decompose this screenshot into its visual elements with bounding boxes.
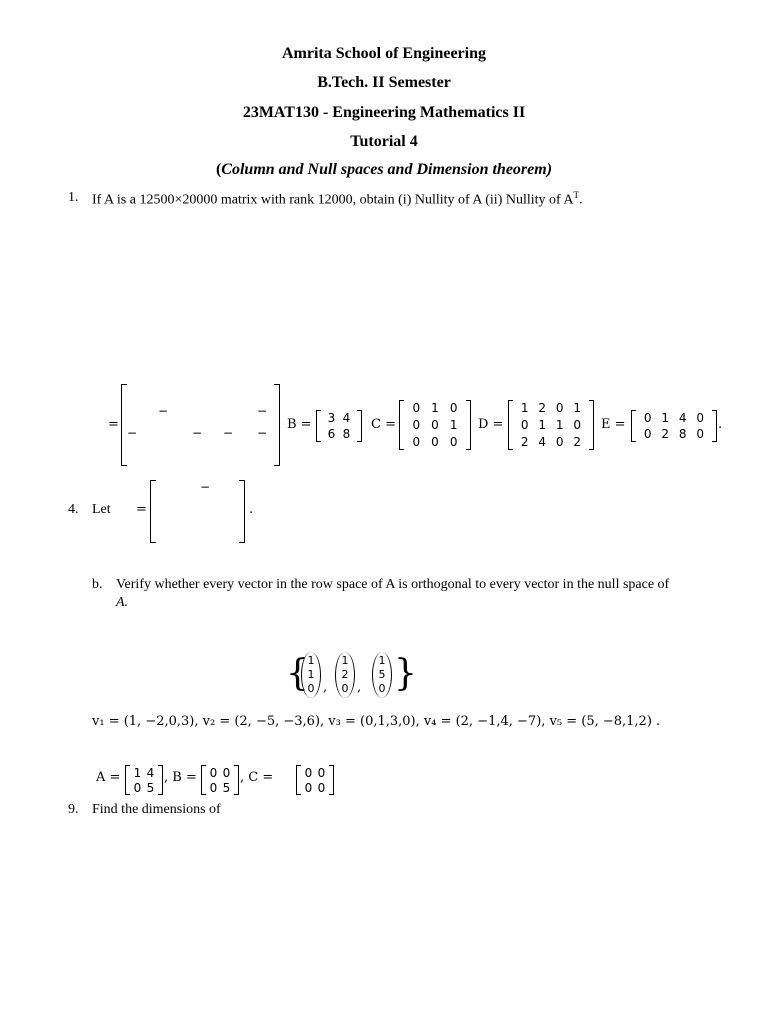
q3-dash: − — [158, 404, 169, 418]
q4-eq-sign: = — [136, 502, 147, 517]
c-label: , C = — [240, 770, 274, 785]
matrix-e: 0 1 4 0 0 2 8 0 — [631, 410, 717, 442]
q1-text: If A is a 12500×20000 matrix with rank 12000, obtain (i) Nullity of A (ii) Nullity of $A^T$. — [92, 190, 583, 208]
q9-number: 9. — [68, 802, 79, 817]
q9-text: Find the dimensions of — [92, 802, 221, 817]
q4-period: . — [249, 502, 254, 517]
set-vector: 1 2 0 — [335, 652, 355, 698]
school-title: Amrita School of Engineering — [282, 45, 486, 62]
q3-left-bracket — [121, 384, 127, 466]
q4-right-bracket — [239, 480, 245, 543]
q3-c-label: C = — [371, 417, 396, 432]
set-vector: 1 1 0 — [301, 652, 321, 698]
q3-dash: − — [223, 426, 234, 440]
vectors-line: v₁ = (1, −2,0,3), v₂ = (2, −5, −3,6), v₃ = (0,1,3,0), v₄ = (2, −1,4, −7), v₅ = (5, −8,1,2) . — [92, 714, 661, 729]
matrix-c2: 0 0 0 0 — [296, 765, 334, 795]
q3-d-label: D = — [478, 417, 504, 432]
q1-number: 1. — [68, 190, 79, 205]
matrix-b2: 0 0 0 5 — [201, 765, 239, 795]
matrix-c: 0 1 0 0 0 1 0 0 0 — [399, 400, 471, 450]
tutorial-title: Tutorial 4 — [350, 133, 418, 150]
q3-eq-sign: = — [108, 417, 119, 432]
set-comma: , — [357, 680, 362, 695]
course-title: 23MAT130 - Engineering Mathematics II — [242, 104, 526, 121]
semester-title: B.Tech. II Semester — [317, 74, 451, 91]
b-label: , B = — [164, 770, 197, 785]
q3-dash: − — [257, 426, 268, 440]
set-open-brace: { — [286, 653, 309, 694]
set-close-brace: } — [394, 653, 417, 694]
matrix-a: 1 4 0 5 — [125, 765, 163, 795]
a-label: A = — [96, 770, 121, 785]
matrix-b: 3 4 6 8 — [316, 410, 362, 442]
q3-b-label: B = — [287, 417, 312, 432]
q3-period: . — [718, 417, 723, 432]
q4b-line2: A. — [116, 595, 129, 610]
q4-left-bracket — [150, 480, 156, 543]
q4-dash: − — [200, 480, 211, 494]
q3-dash: − — [127, 426, 138, 440]
q3-dash: − — [192, 426, 203, 440]
q4b-label: b. — [92, 577, 103, 592]
set-comma: , — [323, 680, 328, 695]
q3-dash: − — [257, 404, 268, 418]
q4-text: Let — [92, 502, 111, 517]
q4b-line1: Verify whether every vector in the row space of A is orthogonal to every vector in the null space of — [116, 577, 670, 592]
set-vector: 1 5 0 — [372, 652, 392, 698]
q3-right-bracket — [274, 384, 280, 466]
topic-title: (Column and Null spaces and Dimension theorem) — [215, 161, 553, 178]
q3-e-label: E = — [601, 417, 626, 432]
q4-number: 4. — [68, 502, 79, 517]
matrix-d: 1 2 0 1 0 1 1 0 2 4 0 2 — [508, 400, 594, 450]
